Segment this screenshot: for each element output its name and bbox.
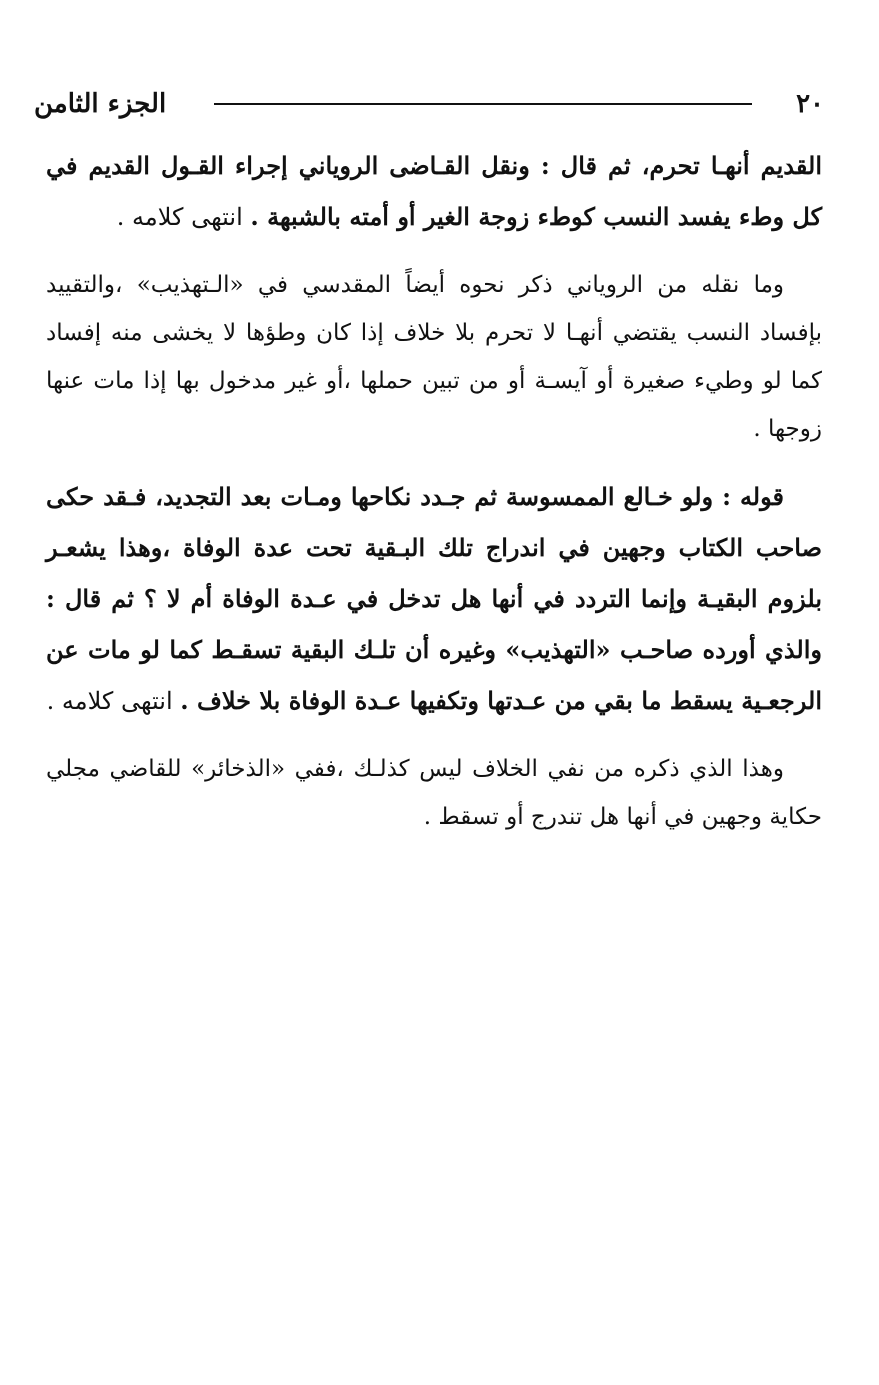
paragraph-3 bbox=[46, 471, 822, 727]
paragraph-4-text: وهذا الذي ذكره من نفي الخلاف ليس كذلـك ،ففي «الذخائر» للقاضي مجلي حكاية وجهين في أنها هل تندرج أو تسقط . bbox=[46, 756, 822, 830]
paragraph-1-text: القديم أنهـا تحرم، ثم قال : ونقل القـاضى الروياني إجراء القـول القديم في كل وطء يفسد النسب كوطء زوجة الغير أو أمته بالشبهة . bbox=[46, 151, 822, 231]
page-number: ٢٠ bbox=[796, 89, 824, 119]
paragraph-2-text: وما نقله من الروياني ذكر نحوه أيضاً المقدسي في «الـتهذيب» ،والتقييد بإفساد النسب يقتضي أنهـا لا تحرم بلا خلاف إذا كان وطؤها لا يخشى منه إفساد كما لو وطيء صغيرة أو آيسـة أو من تبين حملها ،أو غير مدخول بها إذا مات عنها زوجها . bbox=[46, 272, 822, 442]
paragraph-2 bbox=[46, 261, 822, 453]
page-body bbox=[46, 140, 822, 859]
page-header bbox=[34, 84, 824, 124]
paragraph-3-text: قوله : ولو خـالع الممسوسة ثم جـدد نكاحها ومـات بعد التجديد، فـقد حكى صاحب الكتاب وجهين في اندراج تلك البـقية تحت عدة الوفاة ،وهذا يشعـر بلزوم البقيـة وإنما التردد في أنها هل تدخل في عـدة الوفاة أم لا ؟ ثم قال : والذي أورده صاحـب «التهذيب» وغيره أن تلـك البقية تسقـط كما لو مات عن الرجعـية يسقط ما بقي من عـدتها وتكفيها عـدة الوفاة بلا خلاف . bbox=[46, 482, 822, 715]
paragraph-1-tail: انتهى كلامه . bbox=[116, 203, 251, 231]
header-rule bbox=[214, 103, 752, 105]
paragraph-3-tail: انتهى كلامه . bbox=[46, 687, 181, 715]
paragraph-4 bbox=[46, 745, 822, 841]
paragraph-1 bbox=[46, 140, 822, 243]
running-title: الجزء الثامن bbox=[34, 89, 167, 119]
